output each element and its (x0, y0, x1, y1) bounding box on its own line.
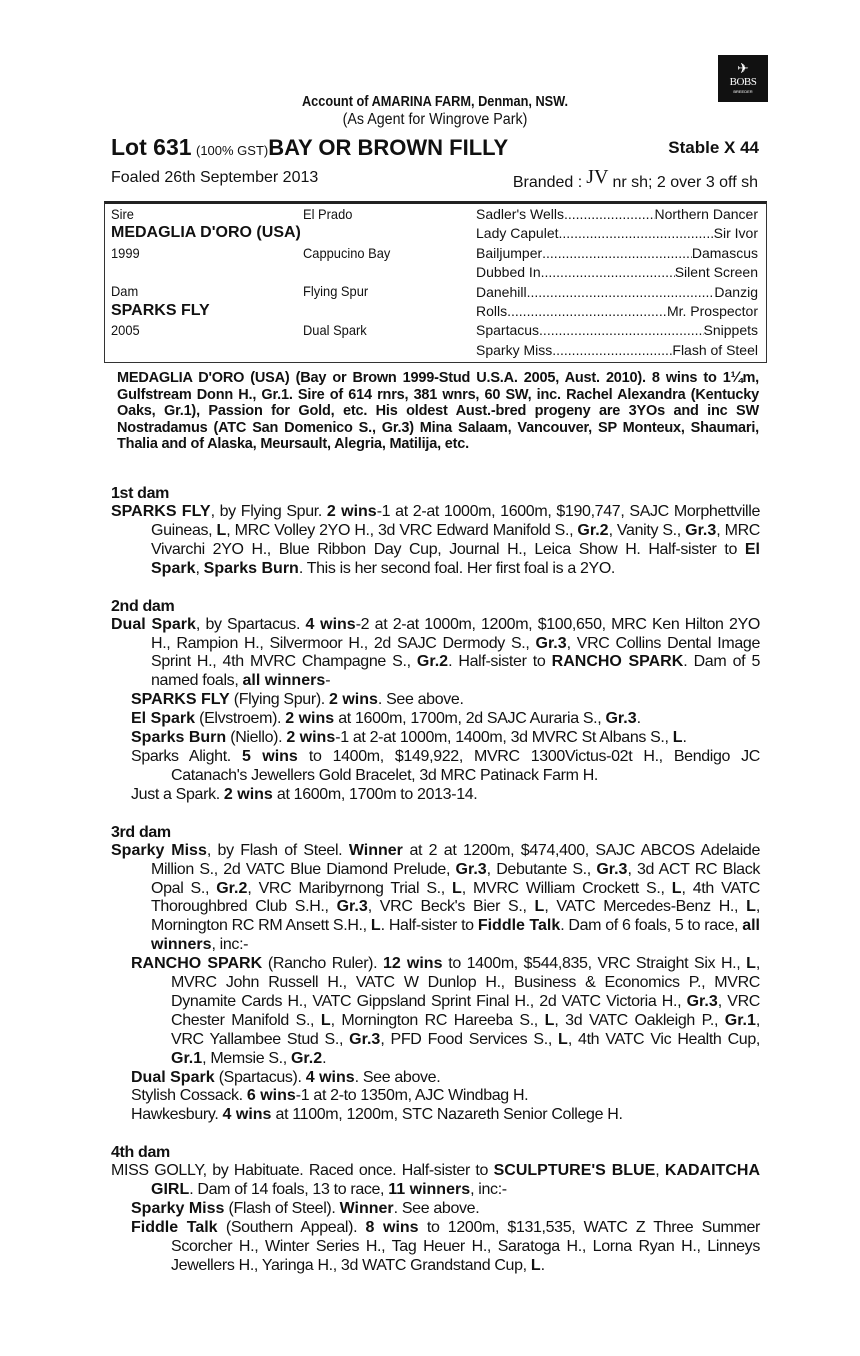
bold-text: Gr.3 (336, 898, 368, 916)
text: . (540, 1256, 545, 1274)
pedigree-grandparent-row (476, 284, 758, 300)
dam-entry (111, 503, 760, 579)
bold-text: 2 wins (285, 710, 335, 728)
pedigree-grandparent-row (476, 206, 758, 222)
bold-text: SPARKS FLY (111, 503, 211, 520)
logo-subtext: BREEDER (733, 89, 753, 94)
pedigree-grandparent-row (476, 264, 758, 280)
bold-text: Gr.2 (416, 653, 449, 671)
leader-dots (564, 206, 655, 222)
text: , Debutante S., (486, 860, 597, 878)
progeny-entry (131, 1106, 760, 1125)
sire-year: 1999 (111, 245, 140, 261)
bold-text: 4 wins (305, 615, 356, 633)
leader-dots (541, 264, 675, 280)
great-grandparent-name: Northern Dancer (654, 206, 758, 222)
lot-number: Lot 631 (111, 134, 192, 160)
text: at 1600m, 1700m to 2013-14. (272, 785, 478, 803)
text: at 2 at 1200m, $474,400, SAJC ABCOS Adelaide Million S., 2d VATC Blue Diamond Prelude, (151, 841, 760, 878)
pedigree-grandparent-row (476, 225, 758, 241)
text: -2 at 2-at 1000m, 1200m, $100,650, MRC Ken Hilton 2YO H., Rampion H., Silvermoor H., 2d SAJC Dermody S., (151, 615, 760, 652)
bold-text: El Spark (131, 710, 196, 728)
text: to 1400m, $149,922, MVRC 1300Victus-02t H., Bendigo JC Catanach's Jewellers Gold Bracelet, 3d MRC Patinack Farm H. (171, 747, 760, 784)
text: (Spartacus). (214, 1068, 306, 1086)
text: - (325, 672, 331, 690)
dam-entry (111, 1162, 760, 1200)
text: , (195, 559, 204, 577)
progeny-entry (131, 710, 760, 729)
text: (Flash of Steel). (224, 1200, 340, 1218)
progeny-entry (131, 1200, 760, 1219)
sire-dam: Cappucino Bay (303, 245, 391, 261)
text: -1 at 2-to 1350m, AJC Windbag H. (295, 1087, 529, 1105)
bold-text: 6 wins (246, 1087, 296, 1105)
section-heading: 2nd dam (111, 597, 175, 615)
bold-text: 12 wins (383, 955, 443, 973)
bold-text: Fiddle Talk (477, 917, 561, 935)
text: , MRC Vivarchi 2YO H., Blue Ribbon Day Cup, Journal H., Leica Show H. Half-sister to (151, 521, 761, 558)
bold-text: Dual Spark (111, 615, 196, 633)
bold-text: 4 wins (222, 1106, 272, 1124)
bold-text: Winner (348, 841, 403, 859)
pedigree-grandparent-row (476, 245, 758, 261)
progeny-entry (131, 1069, 760, 1088)
grandparent-name: Sadler's Wells (476, 206, 564, 222)
bold-text: L (544, 1011, 555, 1029)
dam-entry (111, 616, 760, 692)
text: , 4th VATC Vic Health Cup, (567, 1030, 760, 1048)
bold-text: 5 wins (241, 747, 298, 765)
vendor-account: Account of AMARINA FARM, Denman, NSW. (301, 93, 569, 110)
lot-description: BAY OR BROWN FILLY (268, 135, 509, 160)
brand-detail: nr sh; 2 over 3 off sh (612, 174, 758, 191)
progeny-entry (131, 748, 760, 786)
sire-name: MEDAGLIA D'ORO (USA) (111, 224, 301, 241)
bird-icon: ✈ (737, 60, 749, 76)
great-grandparent-name: Snippets (703, 322, 758, 339)
sire-sire: El Prado (303, 206, 353, 222)
dam-section (111, 484, 760, 579)
bold-text: RANCHO SPARK (551, 653, 684, 671)
text: , VRC Yallambee Stud S., (171, 1011, 760, 1048)
text: , by Flying Spur. (210, 503, 327, 520)
text: , Mornington RC Hareeba S., (330, 1011, 545, 1029)
great-grandparent-name: Danzig (714, 283, 758, 300)
bold-text: L (671, 879, 682, 897)
bold-text: Gr.3 (605, 710, 637, 728)
progeny-entry (131, 786, 760, 805)
text: Sparks Alight. (131, 747, 242, 765)
text: . See above. (393, 1200, 480, 1218)
text: at 1600m, 1700m, 2d SAJC Auraria S., (334, 710, 606, 728)
text: (Niello). (226, 729, 287, 747)
bold-text: Gr.2 (216, 879, 248, 897)
text: , VRC Collins Dental Image Sprint H., 4th MVRC Champagne S., (151, 634, 760, 671)
text: . Dam of 5 named foals, (151, 653, 760, 690)
bold-text: Dual Spark (131, 1068, 215, 1086)
bold-text: Gr.1 (724, 1011, 756, 1029)
pedigree-grandparent-row (476, 322, 758, 338)
great-grandparent-name: Silent Screen (674, 264, 758, 281)
bold-text: RANCHO SPARK (131, 955, 263, 973)
gst-note: (100% GST) (195, 143, 269, 158)
text: -1 at 2-at 1000m, 1400m, 3d MVRC St Albans S., (335, 729, 673, 747)
leader-dots (527, 284, 715, 300)
grandparent-name: Danehill (476, 283, 527, 300)
bold-text: L (558, 1030, 568, 1048)
bold-text: Gr.3 (686, 992, 718, 1010)
text: , Vanity S., (608, 521, 686, 539)
sire-label: Sire (111, 206, 134, 222)
text: , 4th VATC Thoroughbred Club S.H., (151, 879, 760, 916)
text: , MVRC William Crockett S., (461, 879, 672, 897)
dam-entry (111, 842, 760, 955)
leader-dots (542, 245, 692, 261)
grandparent-name: Spartacus (476, 322, 540, 339)
bold-text: 2 wins (223, 785, 273, 803)
bold-text: L (370, 917, 381, 935)
text: . (322, 1049, 327, 1067)
brand-info (513, 166, 758, 192)
text: , PFD Food Services S., (380, 1030, 559, 1048)
brand-mark: JV (586, 166, 609, 188)
leader-dots (559, 225, 714, 241)
text: , (655, 1162, 665, 1180)
section-heading: 1st dam (111, 485, 170, 502)
pedigree-grandparent-row (476, 342, 758, 358)
text: , VRC Beck's Bier S., (367, 898, 535, 916)
text: , VRC Chester Manifold S., (171, 992, 760, 1029)
dam-section (111, 597, 760, 805)
bold-text: El Spark (151, 540, 760, 577)
text: , Memsie S., (202, 1049, 291, 1067)
bold-text: Gr.3 (455, 860, 487, 878)
text: . (682, 729, 687, 747)
text: . See above. (377, 691, 464, 709)
great-grandparent-name: Sir Ivor (713, 225, 758, 242)
dam-section (111, 823, 760, 1126)
bold-text: Sparks Burn (131, 729, 227, 747)
bold-text: 2 wins (326, 503, 377, 520)
pedigree-table (104, 201, 767, 363)
text: Just a Spark. (131, 785, 224, 803)
pedigree-grandparent-row (476, 303, 758, 319)
stable-location: Stable X 44 (668, 138, 759, 157)
family-details (111, 484, 760, 1294)
leader-dots (552, 342, 672, 358)
bold-text: all winners (151, 917, 760, 954)
dam-dam: Dual Spark (303, 322, 367, 338)
bold-text: Gr.2 (577, 521, 609, 539)
text: , inc:- (211, 936, 249, 954)
text: (Elvstroem). (195, 710, 286, 728)
bold-text: KADAITCHA GIRL (151, 1162, 760, 1199)
sire-summary: MEDAGLIA D'ORO (USA) (Bay or Brown 1999-Stud U.S.A. 2005, Aust. 2010). 8 wins to 1¼m, Gulfstream Donn H., Gr.1. Sire of 614 rnrs, 381 wnrs, 60 SW, inc. Rachel Alexandra (Kentucky Oaks, Gr.1), Passion for Gold, etc. His oldest Aust.-bred progeny are 3YOs and inc SW Nostradamus (ATC San Domenico S., Gr.3) Mina Salaam, Vancouver, SP Monteux, Shaumari, Thalia and of Alaska, Meursault, Alegria, Matilija, etc. (117, 370, 759, 452)
branded-label: Branded : (512, 174, 583, 191)
bold-text: L (320, 1011, 331, 1029)
text: . This is her second foal. Her first foal is a 2YO. (298, 559, 616, 577)
bold-text: Winner (339, 1200, 394, 1218)
bold-text: Gr.3 (685, 521, 717, 539)
great-grandparent-name: Mr. Prospector (666, 303, 758, 319)
bold-text: Gr.3 (535, 634, 567, 652)
text: Hawkesbury. (131, 1106, 223, 1124)
grandparent-name: Lady Capulet (476, 225, 559, 242)
bold-text: Sparky Miss (131, 1200, 225, 1218)
text: . Dam of 14 foals, 13 to race, (189, 1181, 389, 1199)
text: (Southern Appeal). (217, 1219, 366, 1236)
dam-section (111, 1143, 760, 1275)
section-heading: 4th dam (111, 1144, 170, 1162)
great-grandparent-name: Damascus (691, 244, 758, 261)
bold-text: 2 wins (286, 729, 336, 747)
bold-text: Fiddle Talk (131, 1219, 218, 1236)
text: , inc:- (470, 1181, 507, 1199)
text: (Flying Spur). (229, 691, 330, 709)
dam-sire: Flying Spur (303, 283, 369, 299)
text: , 3d ACT RC Black Opal S., (151, 860, 760, 897)
text: , 3d VATC Oakleigh P., (554, 1011, 725, 1029)
bold-text: 2 wins (329, 691, 378, 709)
text: , by Spartacus. (195, 615, 306, 633)
text: , MVRC John Russell H., VATC W Dunlop H., Business & Economics P., MVRC Dynamite Cards H., VATC Gippsland Sprint Final H., 2d VATC Victoria H., (171, 955, 761, 1010)
grandparent-name: Bailjumper (476, 244, 543, 261)
grandparent-name: Sparky Miss (476, 341, 553, 358)
bold-text: SCULPTURE'S BLUE (493, 1162, 656, 1180)
grandparent-name: Rolls (476, 303, 508, 319)
bold-text: L (452, 879, 462, 897)
foaled-date: Foaled 26th September 2013 (111, 169, 319, 186)
progeny-entry (131, 1219, 760, 1276)
bold-text: Gr.1 (171, 1049, 203, 1067)
progeny-entry (131, 729, 760, 748)
bold-text: Sparky Miss (111, 841, 207, 859)
bold-text: Sparks Burn (203, 559, 299, 577)
bold-text: all winners (242, 672, 326, 690)
text: Stylish Cossack. (131, 1087, 247, 1105)
text: . Half-sister to (448, 653, 552, 671)
text: . Half-sister to (380, 917, 478, 935)
bold-text: L (746, 955, 756, 973)
text: (Rancho Ruler). (262, 955, 384, 973)
bold-text: L (746, 898, 756, 916)
text: to 1400m, $544,835, VRC Straight Six H., (442, 955, 747, 973)
bold-text: L (216, 521, 227, 539)
text: at 1100m, 1200m, STC Nazareth Senior College H. (271, 1106, 623, 1124)
text: , MRC Volley 2YO H., 3d VRC Edward Manifold S., (226, 521, 578, 539)
great-grandparent-name: Flash of Steel (672, 341, 758, 358)
bold-text: L (530, 1256, 541, 1274)
bold-text: 4 wins (305, 1068, 355, 1086)
bold-text: 8 wins (365, 1219, 419, 1236)
section-heading: 3rd dam (111, 823, 171, 841)
bold-text: L (534, 898, 545, 916)
leader-dots (507, 303, 667, 319)
progeny-entry (131, 1087, 760, 1106)
text: , by Flash of Steel. (206, 841, 349, 859)
text: -1 at 2-at 1000m, 1600m, $190,747, SAJC Morphettville Guineas, (151, 503, 760, 539)
bold-text: SPARKS FLY (131, 691, 230, 709)
text: , VRC Maribyrnong Trial S., (247, 879, 452, 897)
text: , Mornington RC RM Ansett S.H., (151, 898, 760, 935)
text: . Dam of 6 foals, 5 to race, (560, 917, 743, 935)
dam-label: Dam (111, 283, 139, 299)
logo-text: BOBS (729, 76, 757, 88)
text: MISS GOLLY, by Habituate. Raced once. Half-sister to (111, 1162, 494, 1180)
bold-text: Gr.3 (349, 1030, 381, 1048)
dam-name: SPARKS FLY (111, 302, 210, 319)
bold-text: 11 winners (388, 1181, 471, 1199)
progeny-entry (131, 955, 760, 1068)
text: , VATC Mercedes-Benz H., (544, 898, 747, 916)
bold-text: L (672, 729, 683, 747)
leader-dots (539, 322, 703, 338)
bold-text: Gr.2 (290, 1049, 323, 1067)
text: . (636, 710, 641, 728)
text: . See above. (354, 1068, 441, 1086)
text: to 1200m, $131,535, WATC Z Three Summer Scorcher H., Winter Series H., Tag Heuer H., Saratoga H., Lorna Ryan H., Linneys Jewellers H., Yaringa H., 3d WATC Grandstand Cup, (171, 1219, 760, 1274)
bold-text: Gr.3 (596, 860, 628, 878)
lot-line (111, 134, 761, 160)
grandparent-name: Dubbed In (476, 264, 541, 281)
vendor-agent: (As Agent for Wingrove Park) (342, 111, 528, 128)
dam-year: 2005 (111, 322, 140, 338)
progeny-entry (131, 691, 760, 710)
